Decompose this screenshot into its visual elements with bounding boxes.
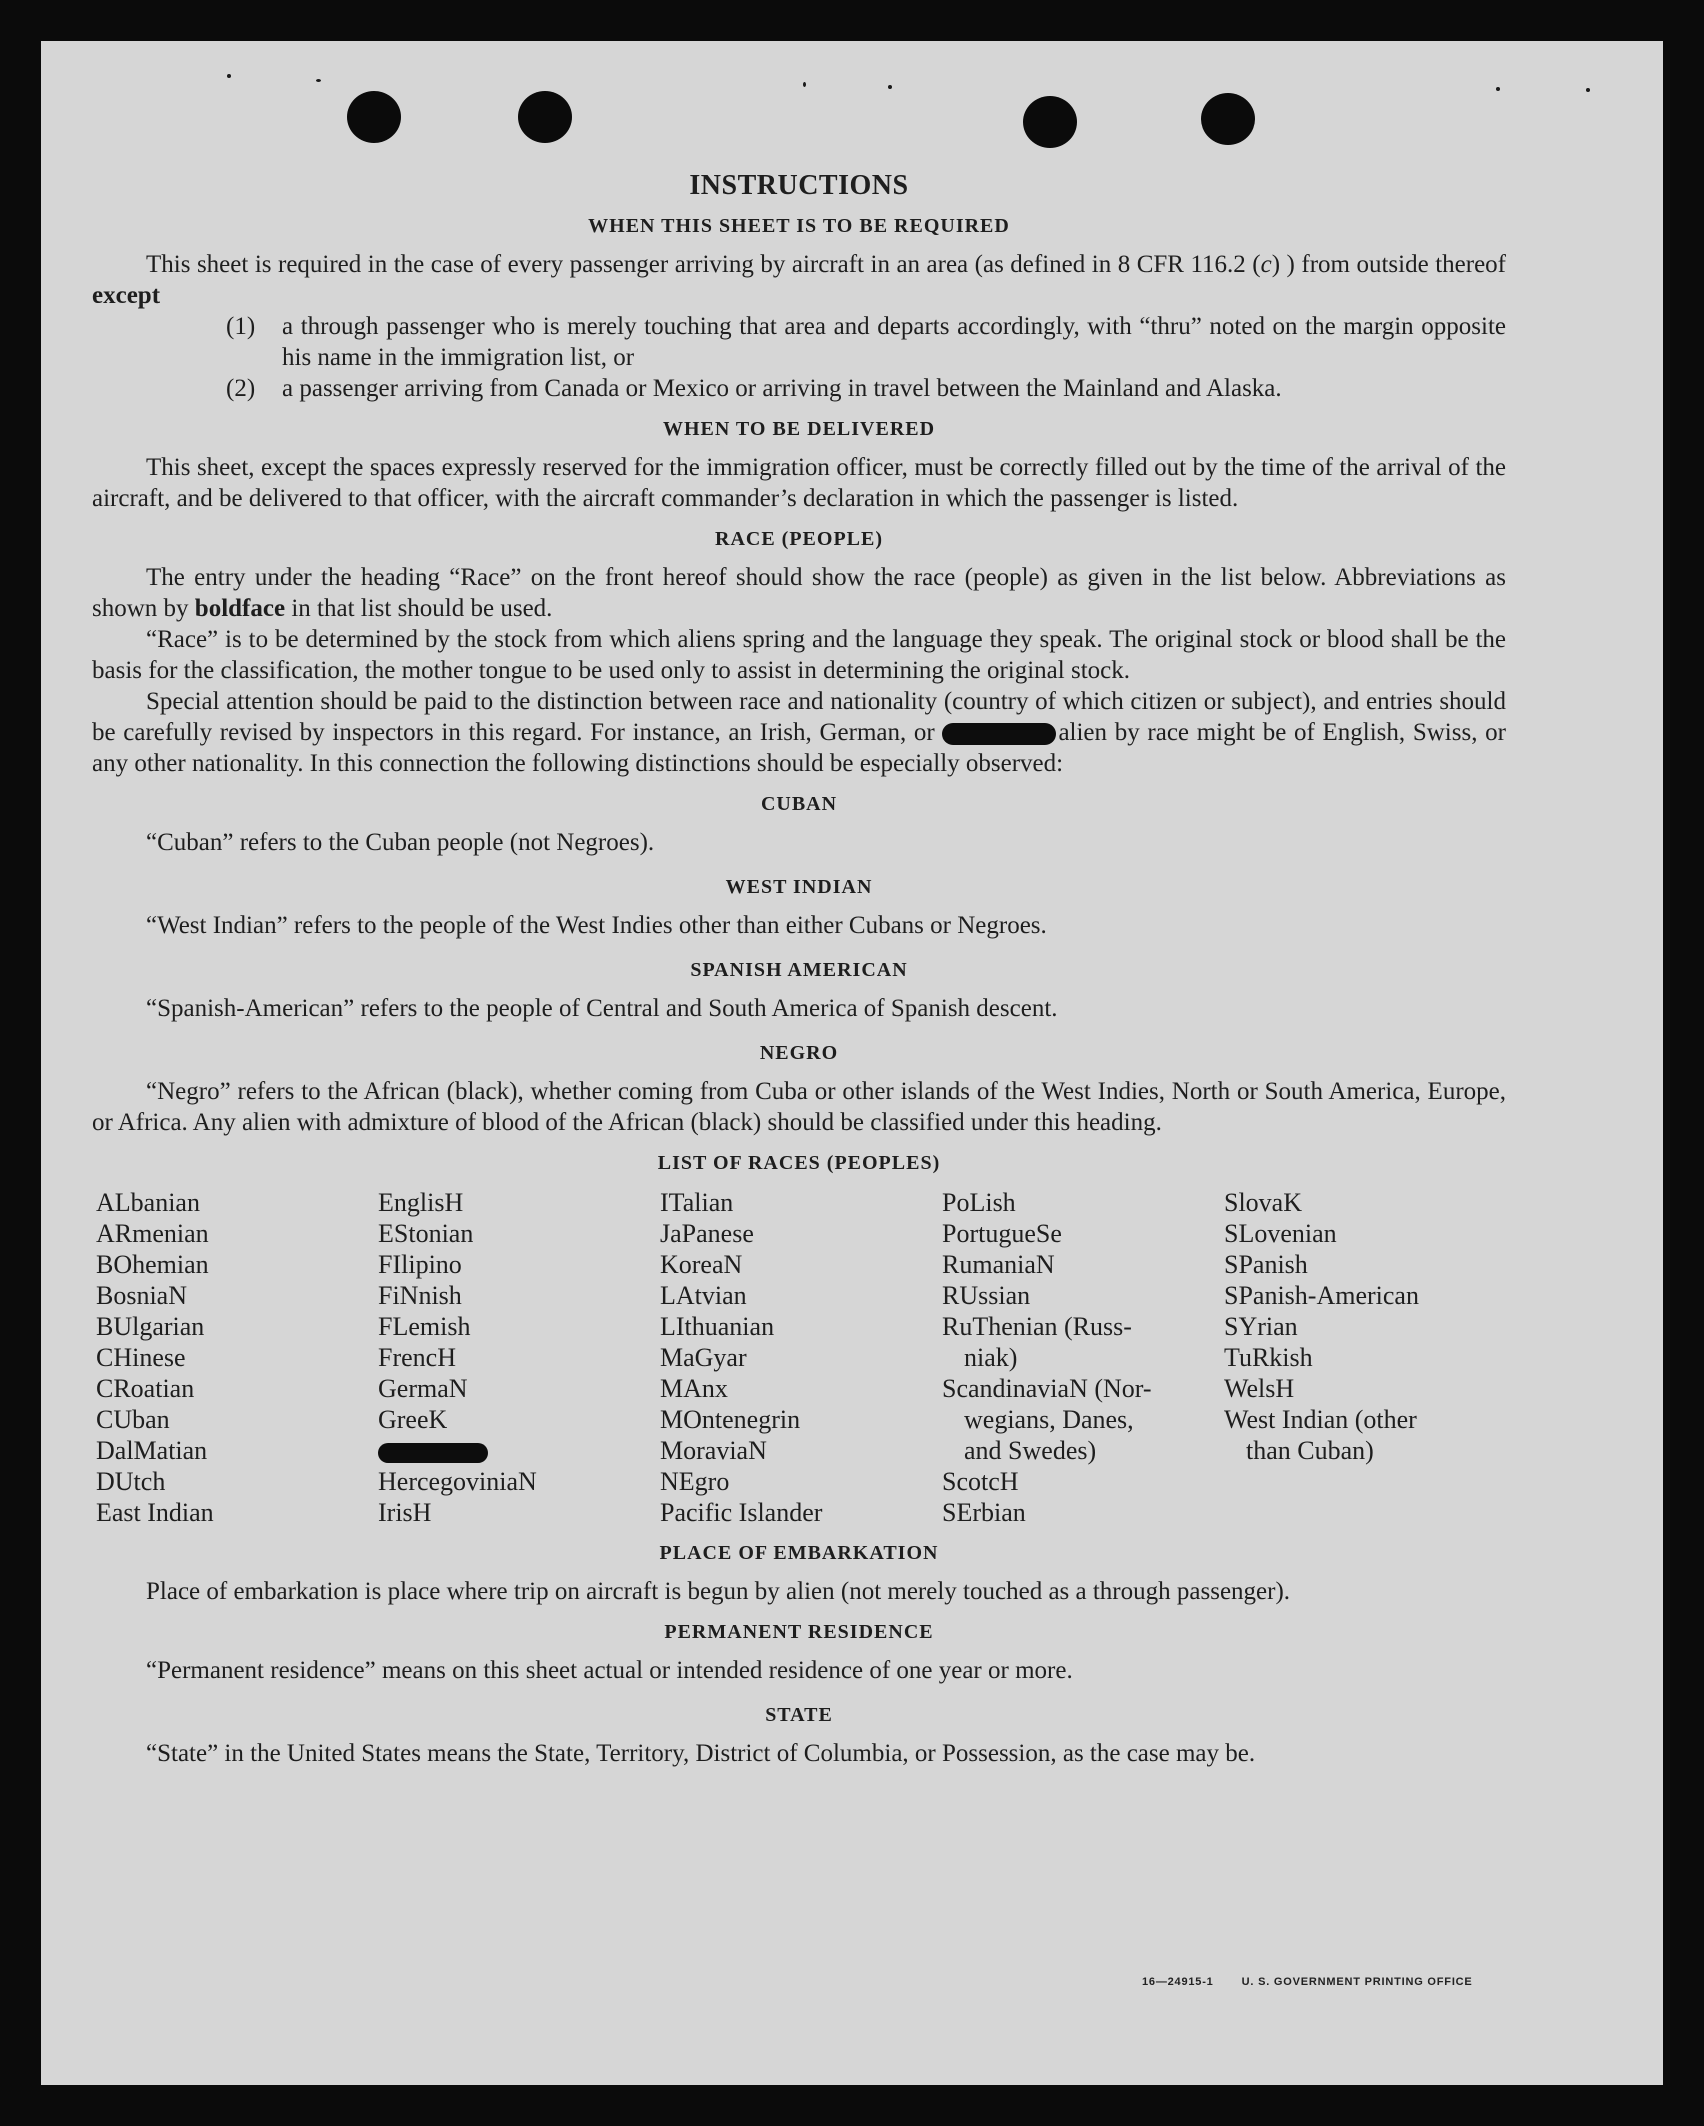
race-entry: DalMatian: [96, 1436, 208, 1465]
redaction-mark: [942, 723, 1056, 745]
race-entry: MaGyar: [660, 1343, 747, 1372]
punch-hole: [1201, 93, 1255, 145]
race-entry: RumaniaN: [942, 1250, 1055, 1279]
race-entry: MOntenegrin: [660, 1405, 801, 1434]
residence-text: “Permanent residence” means on this sheet actual or intended residence of one year or more.: [146, 1657, 1073, 1684]
race-entry: ITalian: [660, 1188, 734, 1217]
speck: [316, 79, 321, 82]
race-entry: SPanish: [1224, 1250, 1308, 1279]
race-entry: HercegoviniaN: [378, 1467, 537, 1496]
form-number: 16—24915-1: [1142, 1976, 1214, 1988]
race-entry: niak): [964, 1343, 1018, 1372]
negro-text: “Negro” refers to the African (black), whether coming from Cuba or other islands of the West Indies, North or South America, Europe, or Africa. Any alien with admixture of blood of the African (black) should be classified under this heading.: [92, 1078, 1506, 1136]
spanish-american-text: “Spanish-American” refers to the people of Central and South America of Spanish descent.: [146, 995, 1058, 1022]
exception-item: (2) a passenger arriving from Canada or Mexico or arriving in travel between the Mainland and Alaska.: [226, 375, 1282, 402]
race-entry: ALbanian: [96, 1188, 200, 1217]
race-paragraph-1: The entry under the heading “Race” on the front hereof should show the race (people) as given in the list below. Abbreviations as shown by boldface in that list should be used.: [92, 564, 1506, 622]
heading-embarkation: PLACE OF EMBARKATION: [659, 1542, 939, 1564]
race-entry: PoLish: [942, 1188, 1016, 1217]
when-required-intro: This sheet is required in the case of every passenger arriving by aircraft in an area (as defined in 8 CFR 116.2 (c) ) from outside thereof except: [92, 251, 1506, 309]
punch-hole: [1023, 96, 1077, 148]
redaction-mark: [378, 1443, 488, 1463]
embarkation-text: Place of embarkation is place where trip on aircraft is begun by alien (not merely touched as a through passenger).: [146, 1578, 1291, 1605]
heading-when-required: WHEN THIS SHEET IS TO BE REQUIRED: [588, 215, 1010, 237]
race-entry: WelsH: [1224, 1374, 1295, 1403]
speck: [888, 85, 892, 89]
exception-number: (1): [226, 313, 256, 340]
speck: [803, 82, 806, 87]
race-entry: PortugueSe: [942, 1219, 1062, 1248]
race-entry: BosniaN: [96, 1281, 187, 1310]
race-entry: DUtch: [96, 1467, 166, 1496]
race-entry: SErbian: [942, 1498, 1026, 1527]
race-paragraph-3: Special attention should be paid to the distinction between race and nationality (country of which citizen or subject), and entries should be carefully revised by inspectors in this regard. For instance, an Irish, German, or alien by race might be of English, Swiss, or any other nationality. In this connection the following distinctions should be especially observed:: [92, 688, 1506, 777]
instructions-body: [92, 170, 1506, 1769]
race-entry: IrisH: [378, 1498, 432, 1527]
race-entry: NEgro: [660, 1467, 730, 1496]
heading-cuban: CUBAN: [760, 793, 838, 815]
race-entry: LAtvian: [660, 1281, 747, 1310]
race-entry: Pacific Islander: [660, 1498, 823, 1527]
race-entry: RUssian: [942, 1281, 1031, 1310]
race-column: [660, 1187, 942, 1528]
race-entry: CHinese: [96, 1343, 186, 1372]
race-entry: and Swedes): [964, 1436, 1097, 1465]
race-entry: FiNnish: [378, 1281, 462, 1310]
race-column: [942, 1187, 1224, 1528]
race-entry: ScotcH: [942, 1467, 1019, 1496]
race-entry: CUban: [96, 1405, 170, 1434]
race-entry: LIthuanian: [660, 1312, 775, 1341]
when-delivered-text: This sheet, except the spaces expressly reserved for the immigration officer, must be correctly filled out by the time of the arrival of the aircraft, and be delivered to that officer, with the aircraft commander’s declaration in which the passenger is listed.: [92, 454, 1506, 512]
heading-negro: NEGRO: [759, 1042, 839, 1064]
race-entry: West Indian (other: [1224, 1405, 1417, 1434]
race-entry: KoreaN: [660, 1250, 743, 1279]
cuban-text: “Cuban” refers to the Cuban people (not Negroes).: [146, 829, 655, 856]
west-indian-text: “West Indian” refers to the people of the West Indies other than either Cubans or Negroes.: [146, 912, 1047, 939]
race-entry: BOhemian: [96, 1250, 209, 1279]
race-entry: TuRkish: [1224, 1343, 1313, 1372]
race-entry: GreeK: [378, 1405, 448, 1434]
race-column: [96, 1187, 378, 1528]
heading-residence: PERMANENT RESIDENCE: [664, 1621, 934, 1643]
heading-spanish-american: SPANISH AMERICAN: [690, 959, 908, 981]
race-entry: EStonian: [378, 1219, 474, 1248]
speck: [227, 74, 231, 78]
race-entry: FLemish: [378, 1312, 471, 1341]
heading-west-indian: WEST INDIAN: [725, 876, 873, 898]
race-entry: SYrian: [1224, 1312, 1298, 1341]
race-entry: EnglisH: [378, 1188, 464, 1217]
heading-state: STATE: [765, 1704, 833, 1726]
heading-race: RACE (PEOPLE): [715, 528, 883, 550]
race-entry: JaPanese: [660, 1219, 754, 1248]
heading-when-delivered: WHEN TO BE DELIVERED: [662, 418, 936, 440]
exception-item: (1) a through passenger who is merely touching that area and departs accordingly, with “thru” noted on the margin opposite his name in the immigration list, or: [226, 313, 1506, 371]
race-entry: CRoatian: [96, 1374, 195, 1403]
speck: [1496, 87, 1500, 91]
speck: [1586, 88, 1590, 92]
page-title: INSTRUCTIONS: [689, 170, 909, 201]
race-entry: ARmenian: [96, 1219, 209, 1248]
race-column: [378, 1187, 660, 1528]
race-entry: FIlipino: [378, 1250, 462, 1279]
race-entry: than Cuban): [1246, 1436, 1374, 1465]
race-entry: RuThenian (Russ-: [942, 1312, 1132, 1341]
exception-number: (2): [226, 375, 256, 402]
race-entry: GermaN: [378, 1374, 468, 1403]
race-entry: SlovaK: [1224, 1188, 1302, 1217]
race-entry: SLovenian: [1224, 1219, 1337, 1248]
race-list: [96, 1187, 1506, 1528]
race-entry: FrencH: [378, 1343, 456, 1372]
race-entry: BUlgarian: [96, 1312, 205, 1341]
form-footer: [1142, 1976, 1473, 1988]
race-column: [1224, 1187, 1506, 1528]
state-text: “State” in the United States means the State, Territory, District of Columbia, or Possession, as the case may be.: [146, 1740, 1256, 1767]
heading-list-of-races: LIST OF RACES (PEOPLES): [657, 1152, 941, 1174]
punch-hole: [518, 91, 572, 143]
race-paragraph-2: “Race” is to be determined by the stock from which aliens spring and the language they speak. The original stock or blood shall be the basis for the classification, the mother tongue to be used only to assist in determining the original stock.: [92, 626, 1506, 684]
race-entry: wegians, Danes,: [964, 1405, 1134, 1434]
race-entry: SPanish-American: [1224, 1281, 1419, 1310]
race-entry: East Indian: [96, 1498, 214, 1527]
race-entry: MoraviaN: [660, 1436, 767, 1465]
redacted-race-entry: [378, 1435, 660, 1466]
race-entry: MAnx: [660, 1374, 728, 1403]
punch-hole: [347, 91, 401, 143]
race-entry: ScandinaviaN (Nor-: [942, 1374, 1152, 1403]
printer-credit: U. S. GOVERNMENT PRINTING OFFICE: [1241, 1976, 1473, 1988]
